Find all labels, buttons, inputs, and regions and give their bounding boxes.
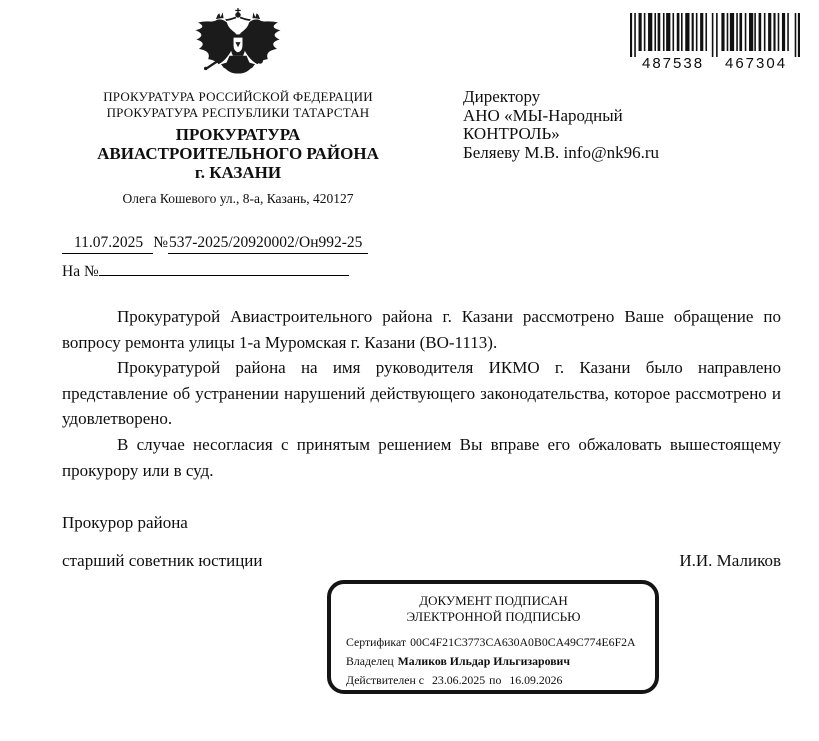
signature-position-line-1: Прокурор района xyxy=(62,513,188,532)
valid-to-label: по xyxy=(489,673,502,687)
reply-label: На № xyxy=(62,263,99,280)
outgoing-number: 537-2025/20920002/Он992-25 xyxy=(168,234,368,254)
certificate-label: Сертификат xyxy=(346,635,407,649)
letterhead xyxy=(62,8,414,207)
stamp-owner-line xyxy=(346,652,641,671)
owner-value: Маликов Ильдар Ильгизарович xyxy=(397,654,571,668)
barcode xyxy=(630,13,800,75)
reply-reference-line xyxy=(62,261,349,281)
stamp-certificate-line xyxy=(346,633,641,652)
addressee-line-4: Беляеву М.В. info@nk96.ru xyxy=(463,142,660,162)
signature-row xyxy=(62,551,781,571)
certificate-value: 00C4F21C3773CA630A0B0CA49C774E6F2A xyxy=(410,635,636,649)
stamp-validity-line xyxy=(346,671,641,690)
addressee-line-2: АНО «МЫ-Народный xyxy=(463,105,623,125)
body-paragraph-1: Прокуратурой Авиастроительного района г. Казани рассмотрено Ваше обращение по вопросу ремонта улицы 1-а Муромская г. Казани (ВО-1113). xyxy=(62,307,781,352)
body-paragraph-2: Прокуратурой района на имя руководителя ИКМО г. Казани было направлено представление об устранении нарушений действующего законодательства, которое рассмотрено и удовлетворено. xyxy=(62,358,781,429)
stamp-title-line-2: ЭЛЕКТРОННОЙ ПОДПИСЬЮ xyxy=(406,609,581,624)
stamp-title-line-1: ДОКУМЕНТ ПОДПИСАН xyxy=(419,593,568,608)
electronic-signature-stamp xyxy=(327,580,659,694)
number-sign: № xyxy=(153,234,168,251)
addressee-block xyxy=(463,88,659,162)
org-address: Олега Кошевого ул., 8-а, Казань, 420127 xyxy=(122,191,354,206)
signature-name: И.И. Маликов xyxy=(679,551,781,570)
barcode-bars-icon xyxy=(630,13,800,57)
letter-body xyxy=(62,304,781,483)
owner-label: Владелец xyxy=(346,654,394,668)
body-paragraph-3: В случае несогласия с принятым решением Вы вправе его обжаловать вышестоящему прокурору или в суд. xyxy=(62,434,781,480)
org-name-line-3: г. КАЗАНИ xyxy=(194,163,282,182)
signature-position-line-2: старший советник юстиции xyxy=(62,551,263,570)
reference-line xyxy=(62,234,368,254)
barcode-left-digits: 487538 xyxy=(642,55,705,72)
barcode-right-digits: 467304 xyxy=(725,55,788,72)
org-name-line-2: АВИАСТРОИТЕЛЬНОГО РАЙОНА xyxy=(97,144,379,163)
coat-of-arms-icon xyxy=(187,8,289,83)
valid-from: 23.06.2025 xyxy=(432,673,486,687)
org-country-line: ПРОКУРАТУРА РОССИЙСКОЙ ФЕДЕРАЦИИ xyxy=(103,89,373,104)
valid-to: 16.09.2026 xyxy=(509,673,563,687)
outgoing-date: 11.07.2025 xyxy=(62,234,153,254)
addressee-line-1: Директору xyxy=(463,87,541,106)
valid-label: Действителен с xyxy=(346,673,425,687)
org-name-line-1: ПРОКУРАТУРА xyxy=(175,125,301,144)
addressee-line-3: КОНТРОЛЬ» xyxy=(463,124,560,143)
reply-number-blank xyxy=(99,261,349,276)
org-republic-line: ПРОКУРАТУРА РЕСПУБЛИКИ ТАТАРСТАН xyxy=(106,104,370,120)
